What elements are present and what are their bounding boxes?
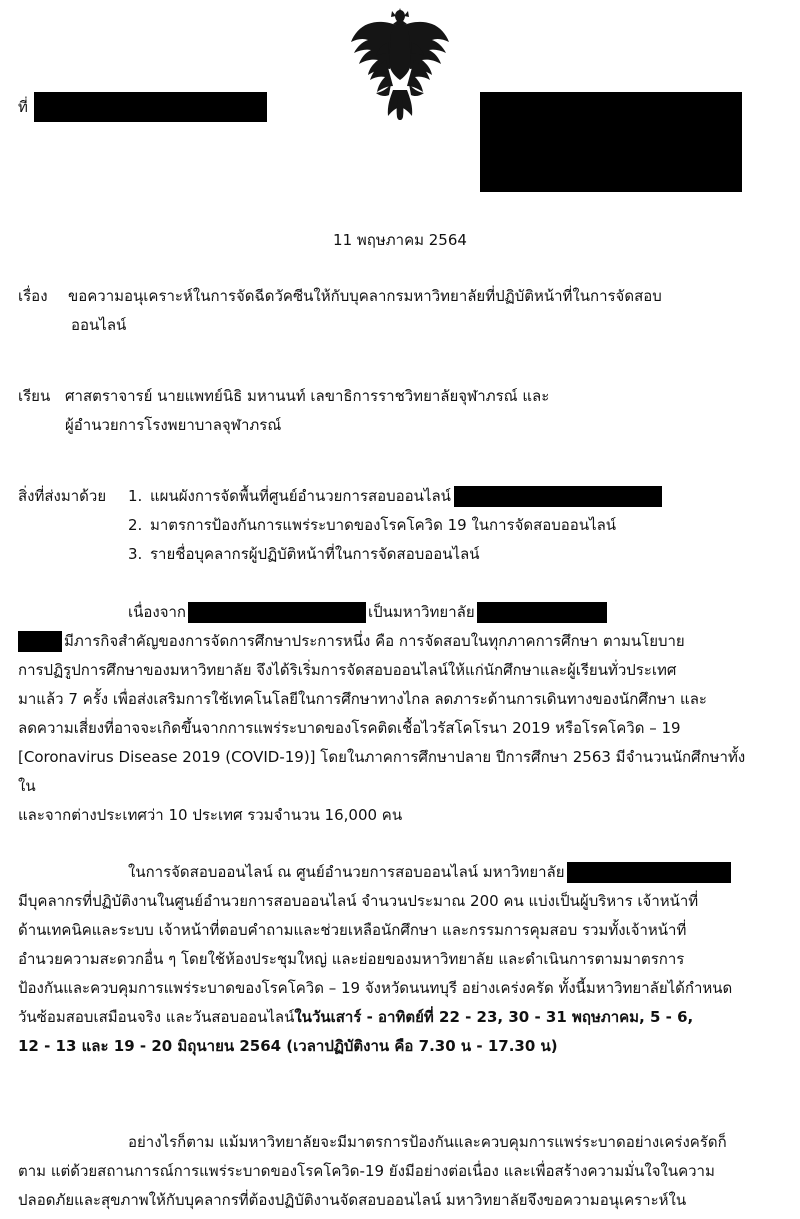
attention-block [18,382,758,440]
paragraph-2-line-3: อำนวยความสะดวกอื่น ๆ โดยใช้ห้องประชุมใหญ่ และย่อยของมหาวิทยาลัย และดำเนินการตามมาตรการ [18,950,685,968]
document-number-label: ที่ [18,98,28,116]
redacted-line-start [18,631,62,652]
subject-label: เรื่อง [18,287,48,305]
paragraph-2-line-5-plain: วันซ้อมสอบเสมือนจริง และวันสอบออนไลน์ [18,1008,295,1026]
enclosure-item-2-number: 2. [128,516,143,534]
paragraph-3-lead: อย่างไรก็ตาม แม้มหาวิทยาลัยจะมีมาตรการป้องกันและควบคุมการแพร่ระบาดอย่างเคร่งครัดก็ [128,1133,727,1151]
document-date: 11 พฤษภาคม 2564 [333,231,467,249]
paragraph-1-seg-a: เป็นมหาวิทยาลัย [368,603,475,621]
enclosure-item-3-text: รายชื่อบุคลากรผู้ปฏิบัติหน้าที่ในการจัดสอบออนไลน์ [150,545,480,563]
paragraph-2-line-5-bold: ในวันเสาร์ - อาทิตย์ที่ 22 - 23, 30 - 31 พฤษภาคม, 5 - 6, [294,1008,694,1026]
paragraph-3-line-2: ปลอดภัยและสุขภาพให้กับบุคลากรที่ต้องปฏิบัติงานจัดสอบออนไลน์ มหาวิทยาลัยจึงขอความอนุเคราะห์ใน [18,1191,687,1209]
enclosure-item-1-number: 1. [128,487,143,505]
redacted-organization-header [480,92,742,192]
paragraph-2-lead: ในการจัดสอบออนไลน์ ณ ศูนย์อำนวยการสอบออนไลน์ มหาวิทยาลัย [128,863,565,881]
document-number-line [18,92,267,122]
enclosure-item-3-number: 3. [128,545,143,563]
subject-line-1: ขอความอนุเคราะห์ในการจัดฉีดวัคซีนให้กับบุคลากรมหาวิทยาลัยที่ปฏิบัติหน้าที่ในการจัดสอบ [68,287,662,305]
paragraph-1-seg-b: มีภารกิจสำคัญของการจัดการศึกษาประการหนึ่ง คือ การจัดสอบในทุกภาคการศึกษา ตามนโยบาย [64,632,685,650]
redacted-university-suffix [477,602,607,623]
attention-line-1: ศาสตราจารย์ นายแพทย์นิธิ มหานนท์ เลขาธิการราชวิทยาลัยจุฬาภรณ์ และ [65,387,550,405]
enclosure-item-1-text: แผนผังการจัดพื้นที่ศูนย์อำนวยการสอบออนไลน์ [150,487,451,505]
attention-line-2: ผู้อำนวยการโรงพยาบาลจุฬาภรณ์ [65,416,282,434]
redacted-enclosure-item-1 [454,486,662,507]
paragraph-1-line-3: ลดความเสี่ยงที่อาจจะเกิดขึ้นจากการแพร่ระบาดของโรคติดเชื้อไวรัสโคโรนา 2019 หรือโรคโควิด – 19 [18,719,681,737]
enclosure-item-2-text: มาตรการป้องกันการแพร่ระบาดของโรคโควิด 19 ในการจัดสอบออนไลน์ [150,516,617,534]
paragraph-2-line-2: ด้านเทคนิคและระบบ เจ้าหน้าที่ตอบคำถามและช่วยเหลือนักศึกษา และกรรมการคุมสอบ รวมทั้งเจ้าหน้าที่ [18,921,687,939]
paragraph-1 [18,598,760,830]
enclosure-label: สิ่งที่ส่งมาด้วย [18,487,107,505]
paragraph-2-line-1: มีบุคลากรที่ปฏิบัติงานในศูนย์อำนวยการสอบออนไลน์ จำนวนประมาณ 200 คน แบ่งเป็นผู้บริหาร เจ้าหน้าที่ [18,892,699,910]
paragraph-1-line-1: การปฏิรูปการศึกษาของมหาวิทยาลัย จึงได้ริเริ่มการจัดสอบออนไลน์ให้แก่นักศึกษาและผู้เรียนทั่วประเทศ [18,661,677,679]
enclosure-list [128,482,768,569]
subject-block [18,282,758,340]
redacted-university-name-2 [567,862,731,883]
paragraph-2 [18,858,760,1061]
paragraph-3 [18,1128,760,1215]
paragraph-1-line-2: มาแล้ว 7 ครั้ง เพื่อส่งเสริมการใช้เทคโนโลยีในการศึกษาทางไกล ลดภาระด้านการเดินทางของนักศึกษา และ [18,690,707,708]
subject-line-2: ออนไลน์ [71,316,127,334]
redacted-document-number [34,92,267,122]
attention-label: เรียน [18,387,51,405]
paragraph-2-line-6-bold: 12 - 13 และ 19 - 20 มิถุนายน 2564 (เวลาปฏิบัติงาน คือ 7.30 น - 17.30 น) [18,1037,558,1055]
paragraph-2-line-4: ป้องกันและควบคุมการแพร่ระบาดของโรคโควิด – 19 จังหวัดนนทบุรี อย่างเคร่งครัด ทั้งนี้มหาวิทยาลัยได้กำหนด [18,979,733,997]
garuda-emblem [348,8,452,120]
paragraph-1-lead: เนื่องจาก [128,603,187,621]
list-item [128,482,768,511]
redacted-university-name [188,602,366,623]
list-item [128,511,768,540]
paragraph-1-line-5: และจากต่างประเทศว่า 10 ประเทศ รวมจำนวน 16,000 คน [18,806,403,824]
paragraph-3-line-1: ตาม แต่ด้วยสถานการณ์การแพร่ระบาดของโรคโควิด-19 ยังมีอย่างต่อเนื่อง และเพื่อสร้างความมั่นใจในความ [18,1162,715,1180]
list-item [128,540,768,569]
paragraph-1-line-4: [Coronavirus Disease 2019 (COVID-19)] โดยในภาคการศึกษาปลาย ปีการศึกษา 2563 มีจำนวนนักศึกษาทั้งใน [18,748,746,795]
